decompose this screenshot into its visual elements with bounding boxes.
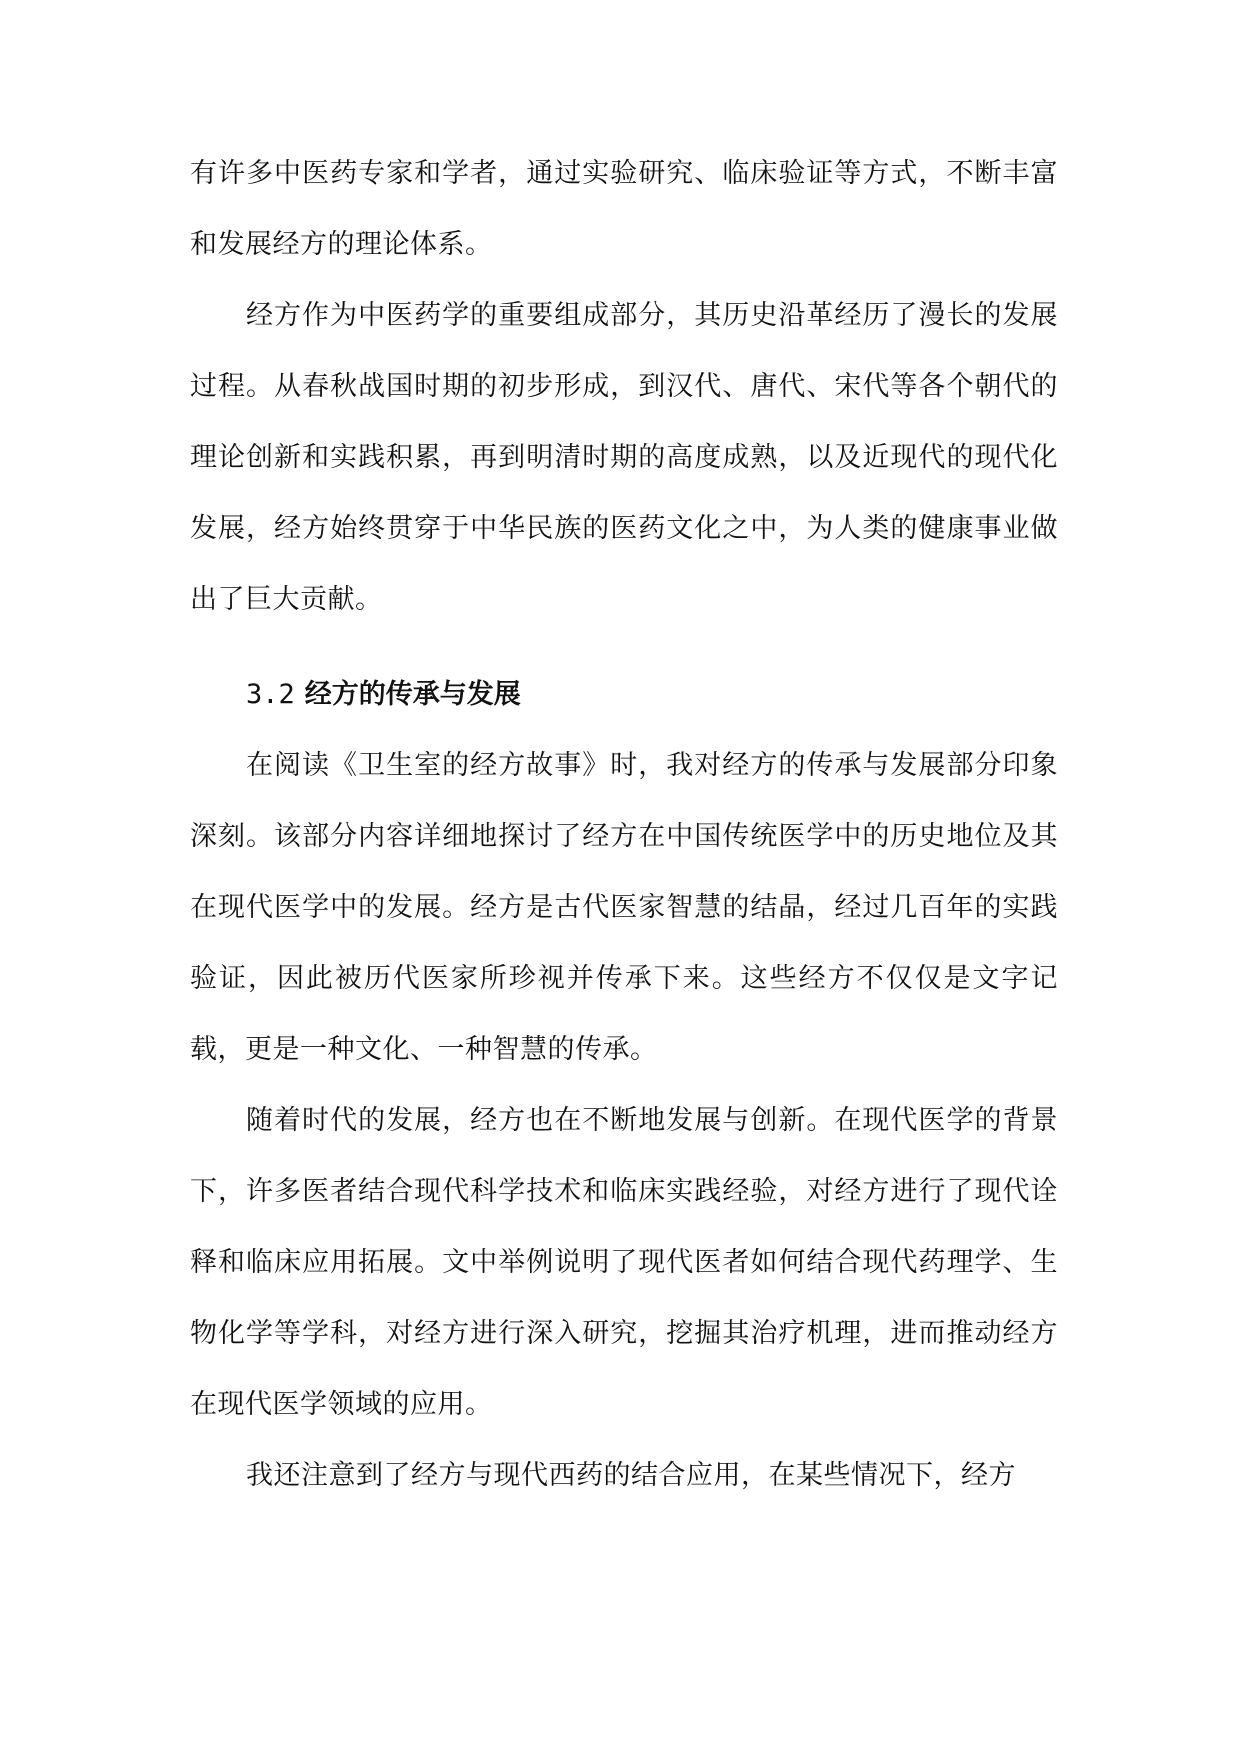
paragraph-innovation: 随着时代的发展，经方也在不断地发展与创新。在现代医学的背景下，许多医者结合现代科学技术和临床实践经验，对经方进行了现代诠释和临床应用拓展。文中举例说明了现代医者如何结合现代药理学、生物化学等学科，对经方进行深入研究，挖掘其治疗机理，进而推动经方在现代医学领域的应用。 <box>190 1105 1058 1420</box>
section-heading <box>190 659 1058 730</box>
paragraph-history: 经方作为中医药学的重要组成部分，其历史沿革经历了漫长的发展过程。从春秋战国时期的初步形成，到汉代、唐代、宋代等各个朝代的理论创新和实践积累，再到明清时期的高度成熟，以及近现代的现代化发展，经方始终贯穿于中华民族的医药文化之中，为人类的健康事业做出了巨大贡献。 <box>190 300 1058 615</box>
document-body <box>190 138 1058 1511</box>
section-title: 经方的传承与发展 <box>304 679 521 710</box>
paragraph-continuation: 有许多中医药专家和学者，通过实验研究、临床验证等方式，不断丰富和发展经方的理论体系。 <box>190 158 1058 260</box>
paragraph-western-medicine: 我还注意到了经方与现代西药的结合应用，在某些情况下，经方 <box>246 1460 1016 1491</box>
section-number: 3.2 <box>246 679 295 710</box>
paragraph-inheritance: 在阅读《卫生室的经方故事》时，我对经方的传承与发展部分印象深刻。该部分内容详细地探讨了经方在中国传统医学中的历史地位及其在现代医学中的发展。经方是古代医家智慧的结晶，经过几百年的实践验证，因此被历代医家所珍视并传承下来。这些经方不仅仅是文字记载，更是一种文化、一种智慧的传承。 <box>190 750 1058 1065</box>
